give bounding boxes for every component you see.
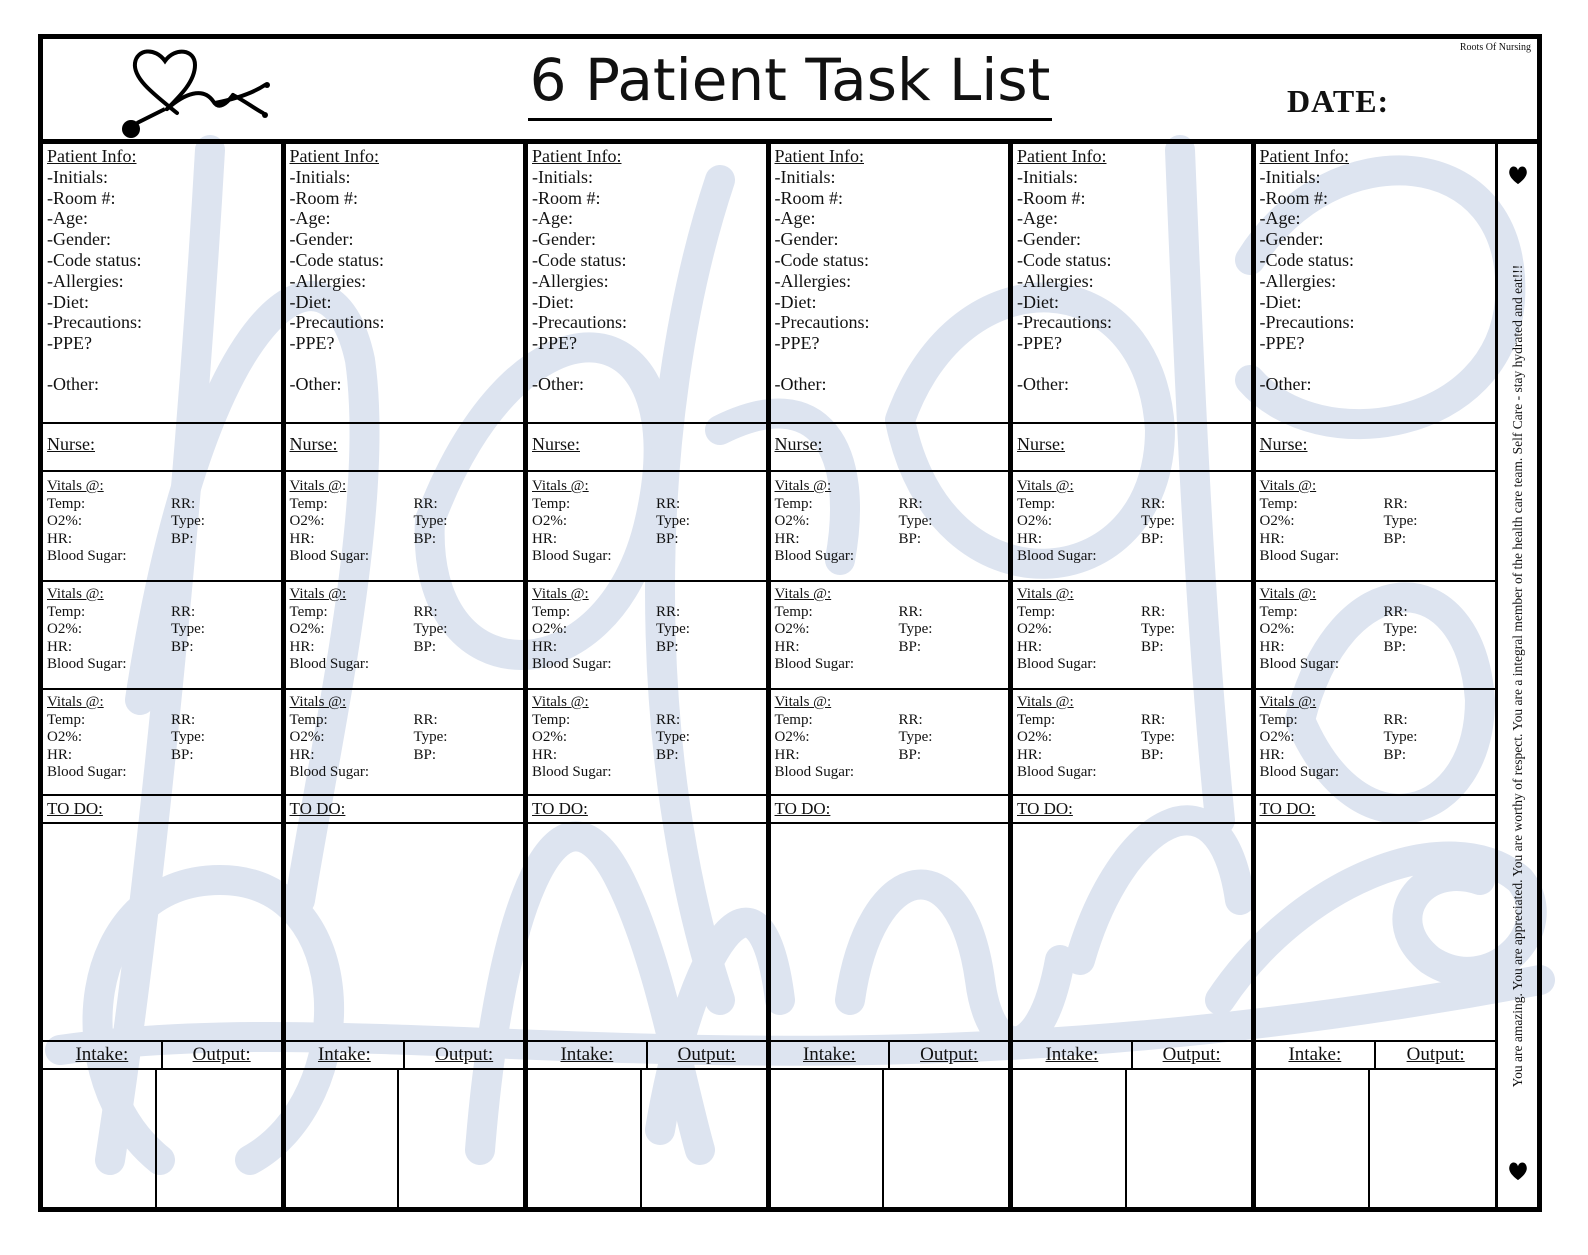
vitals-block[interactable] <box>528 690 766 796</box>
rr-label: RR: <box>1141 603 1166 620</box>
other-field[interactable]: -Other: <box>1017 373 1069 394</box>
nurse-field[interactable]: Nurse: <box>43 424 281 472</box>
todo-area[interactable] <box>1013 824 1251 1040</box>
blood-sugar-label: Blood Sugar: <box>774 656 855 672</box>
intake-output-header <box>1013 1040 1251 1070</box>
bp-label: BP: <box>898 746 922 763</box>
intake-output-area[interactable] <box>1013 1070 1251 1207</box>
type-label: Type: <box>1141 621 1175 637</box>
patient-info-section <box>286 144 524 424</box>
hr-label: HR: <box>532 746 558 763</box>
code-status-field[interactable]: -Code status: <box>47 249 142 270</box>
temp-label: Temp: <box>774 495 813 512</box>
hr-label: HR: <box>289 746 315 763</box>
intake-output-header <box>286 1040 524 1070</box>
other-field[interactable]: -Other: <box>774 373 827 394</box>
todo-heading: TO DO: <box>1256 796 1496 824</box>
age-field[interactable]: -Age: <box>289 208 331 229</box>
other-field[interactable]: -Other: <box>1259 373 1312 394</box>
code-status-field[interactable]: -Code status: <box>774 249 869 270</box>
rr-label: RR: <box>1383 495 1408 512</box>
vitals-block[interactable] <box>1256 582 1496 690</box>
age-field[interactable]: -Age: <box>1259 208 1301 229</box>
intake-label: Intake: <box>43 1042 163 1068</box>
type-label: Type: <box>656 729 690 745</box>
vitals-heading: Vitals @: <box>1017 586 1074 602</box>
patient-info-heading: Patient Info: <box>289 146 379 166</box>
vitals-block[interactable] <box>1013 690 1251 796</box>
vitals-heading: Vitals @: <box>47 478 104 494</box>
allergies-field[interactable]: -Allergies: <box>1259 270 1337 291</box>
intake-output-header <box>1256 1040 1496 1070</box>
vitals-block[interactable] <box>286 582 524 690</box>
blood-sugar-label: Blood Sugar: <box>532 764 612 780</box>
rr-label: RR: <box>1383 711 1408 728</box>
blood-sugar-label: Blood Sugar: <box>532 656 612 672</box>
blood-sugar-label: Blood Sugar: <box>774 764 855 780</box>
vitals-block[interactable] <box>1013 582 1251 690</box>
diet-field[interactable]: -Diet: <box>1017 291 1059 312</box>
date-label: DATE: <box>1287 83 1390 119</box>
o2-label: O2%: <box>289 729 325 745</box>
heart-icon <box>1507 1160 1529 1182</box>
vitals-block[interactable] <box>286 474 524 582</box>
rr-label: RR: <box>171 495 196 512</box>
rr-label: RR: <box>171 711 196 728</box>
bp-label: BP: <box>413 530 437 547</box>
bp-label: BP: <box>1141 638 1164 655</box>
hr-label: HR: <box>1017 746 1043 763</box>
blood-sugar-label: Blood Sugar: <box>47 656 127 672</box>
hr-label: HR: <box>47 530 73 547</box>
patient-column <box>43 144 286 1207</box>
patient-info-heading: Patient Info: <box>774 146 864 166</box>
nurse-field[interactable]: Nurse: <box>528 424 766 472</box>
temp-label: Temp: <box>1259 711 1298 728</box>
allergies-field[interactable]: -Allergies: <box>47 270 124 291</box>
initials-field[interactable]: -Initials: <box>47 166 108 187</box>
output-label: Output: <box>677 1044 736 1065</box>
precautions-field[interactable]: -Precautions: <box>774 312 870 333</box>
gender-field[interactable]: -Gender: <box>774 229 839 250</box>
intake-output-area[interactable] <box>286 1070 524 1207</box>
type-label: Type: <box>898 729 933 745</box>
hr-label: HR: <box>289 530 315 547</box>
intake-output-area[interactable] <box>1256 1070 1496 1207</box>
vitals-heading: Vitals @: <box>1259 694 1317 710</box>
nurse-field[interactable]: Nurse: <box>1013 424 1251 472</box>
o2-label: O2%: <box>1259 621 1295 637</box>
vitals-heading: Vitals @: <box>532 586 589 602</box>
diet-field[interactable]: -Diet: <box>774 291 817 312</box>
code-status-field[interactable]: -Code status: <box>532 249 627 270</box>
todo-heading: TO DO: <box>771 796 1009 824</box>
o2-label: O2%: <box>1259 513 1295 529</box>
blood-sugar-label: Blood Sugar: <box>1017 548 1097 564</box>
initials-field[interactable]: -Initials: <box>532 166 593 187</box>
todo-area[interactable] <box>1256 824 1496 1040</box>
vitals-heading: Vitals @: <box>1259 478 1317 494</box>
o2-label: O2%: <box>532 729 567 745</box>
hr-label: HR: <box>774 638 800 655</box>
vitals-heading: Vitals @: <box>289 694 347 710</box>
bp-label: BP: <box>656 746 679 763</box>
type-label: Type: <box>413 729 448 745</box>
encouragement-sidebar <box>1498 144 1537 1207</box>
vitals-heading: Vitals @: <box>289 586 347 602</box>
o2-label: O2%: <box>1017 729 1052 745</box>
rr-label: RR: <box>413 711 438 728</box>
rr-label: RR: <box>1383 603 1408 620</box>
temp-label: Temp: <box>532 603 571 620</box>
other-field[interactable]: -Other: <box>532 373 584 394</box>
initials-field[interactable]: -Initials: <box>1017 166 1078 187</box>
precautions-field[interactable]: -Precautions: <box>1259 312 1355 333</box>
rr-label: RR: <box>898 603 923 620</box>
hr-label: HR: <box>1259 638 1285 655</box>
vitals-block[interactable] <box>43 474 281 582</box>
blood-sugar-label: Blood Sugar: <box>532 548 612 564</box>
type-label: Type: <box>171 729 205 745</box>
o2-label: O2%: <box>774 621 810 637</box>
room-field[interactable]: -Room #: <box>1259 187 1329 208</box>
todo-area[interactable] <box>286 824 524 1040</box>
diet-field[interactable]: -Diet: <box>289 291 332 312</box>
intake-output-area[interactable] <box>771 1070 1009 1207</box>
code-status-field[interactable]: -Code status: <box>1017 249 1112 270</box>
vitals-heading: Vitals @: <box>774 586 832 602</box>
blood-sugar-label: Blood Sugar: <box>289 656 370 672</box>
blood-sugar-label: Blood Sugar: <box>1259 656 1340 672</box>
vitals-heading: Vitals @: <box>1017 478 1074 494</box>
rr-label: RR: <box>898 495 923 512</box>
ppe-field[interactable]: -PPE? <box>774 333 820 354</box>
intake-label: Intake: <box>771 1042 891 1068</box>
bp-label: BP: <box>171 746 194 763</box>
blood-sugar-label: Blood Sugar: <box>289 764 370 780</box>
o2-label: O2%: <box>1017 621 1052 637</box>
bp-label: BP: <box>656 638 679 655</box>
hr-label: HR: <box>532 638 558 655</box>
hr-label: HR: <box>774 530 800 547</box>
precautions-field[interactable]: -Precautions: <box>532 312 627 333</box>
nurse-field[interactable]: Nurse: <box>771 424 1009 472</box>
todo-area[interactable] <box>43 824 281 1040</box>
todo-area[interactable] <box>528 824 766 1040</box>
blood-sugar-label: Blood Sugar: <box>774 548 855 564</box>
type-label: Type: <box>1383 621 1418 637</box>
type-label: Type: <box>898 621 933 637</box>
temp-label: Temp: <box>289 603 328 620</box>
age-field[interactable]: -Age: <box>47 208 88 229</box>
allergies-field[interactable]: -Allergies: <box>1017 270 1094 291</box>
precautions-field[interactable]: -Precautions: <box>47 312 142 333</box>
temp-label: Temp: <box>47 711 86 728</box>
temp-label: Temp: <box>289 711 328 728</box>
vitals-block[interactable] <box>286 690 524 796</box>
o2-label: O2%: <box>289 513 325 529</box>
rr-label: RR: <box>656 495 681 512</box>
brand-label: Roots Of Nursing <box>1459 42 1531 53</box>
vitals-block[interactable] <box>43 690 281 796</box>
gender-field[interactable]: -Gender: <box>47 229 111 250</box>
vitals-block[interactable] <box>43 582 281 690</box>
allergies-field[interactable]: -Allergies: <box>532 270 609 291</box>
vitals-block[interactable] <box>771 474 1009 582</box>
heart-icon <box>1507 164 1529 186</box>
patient-info-heading: Patient Info: <box>1259 146 1349 166</box>
blood-sugar-label: Blood Sugar: <box>1259 764 1340 780</box>
vitals-heading: Vitals @: <box>1017 694 1074 710</box>
intake-label: Intake: <box>286 1042 406 1068</box>
type-label: Type: <box>1141 513 1175 529</box>
vitals-heading: Vitals @: <box>532 478 589 494</box>
room-field[interactable]: -Room #: <box>289 187 359 208</box>
vitals-block[interactable] <box>528 474 766 582</box>
ppe-field[interactable]: -PPE? <box>532 333 577 354</box>
allergies-field[interactable]: -Allergies: <box>774 270 852 291</box>
patient-info-section <box>1256 144 1496 424</box>
intake-output-area[interactable] <box>43 1070 281 1207</box>
o2-label: O2%: <box>47 729 82 745</box>
temp-label: Temp: <box>289 495 328 512</box>
sheet-header <box>43 39 1537 144</box>
temp-label: Temp: <box>1017 495 1056 512</box>
temp-label: Temp: <box>1017 603 1056 620</box>
patient-info-heading: Patient Info: <box>1017 146 1107 166</box>
room-field[interactable]: -Room #: <box>1017 187 1086 208</box>
type-label: Type: <box>656 621 690 637</box>
other-field[interactable]: -Other: <box>47 373 99 394</box>
temp-label: Temp: <box>532 495 571 512</box>
bp-label: BP: <box>1383 530 1407 547</box>
vitals-heading: Vitals @: <box>47 694 104 710</box>
o2-label: O2%: <box>47 513 82 529</box>
o2-label: O2%: <box>532 513 567 529</box>
bp-label: BP: <box>656 530 679 547</box>
bp-label: BP: <box>1141 530 1164 547</box>
encouragement-message: You are amazing. You are appreciated. You are worthy of respect. You are a integral member of the health care team. Self Care - stay hydrated and eat!!! <box>1509 264 1525 1087</box>
o2-label: O2%: <box>774 729 810 745</box>
vitals-heading: Vitals @: <box>1259 586 1317 602</box>
o2-label: O2%: <box>532 621 567 637</box>
todo-area[interactable] <box>771 824 1009 1040</box>
hr-label: HR: <box>532 530 558 547</box>
allergies-field[interactable]: -Allergies: <box>289 270 367 291</box>
rr-label: RR: <box>1141 495 1166 512</box>
initials-field[interactable]: -Initials: <box>1259 166 1321 187</box>
vitals-heading: Vitals @: <box>289 478 347 494</box>
vitals-block[interactable] <box>771 582 1009 690</box>
todo-heading: TO DO: <box>43 796 281 824</box>
intake-output-header <box>43 1040 281 1070</box>
type-label: Type: <box>1383 729 1418 745</box>
bp-label: BP: <box>898 638 922 655</box>
temp-label: Temp: <box>1259 495 1298 512</box>
intake-label: Intake: <box>1256 1042 1377 1068</box>
patient-info-heading: Patient Info: <box>532 146 622 166</box>
temp-label: Temp: <box>774 603 813 620</box>
bp-label: BP: <box>171 638 194 655</box>
bp-label: BP: <box>1141 746 1164 763</box>
output-label: Output: <box>435 1044 494 1065</box>
o2-label: O2%: <box>774 513 810 529</box>
intake-output-area[interactable] <box>528 1070 766 1207</box>
intake-output-header <box>528 1040 766 1070</box>
age-field[interactable]: -Age: <box>774 208 816 229</box>
ppe-field[interactable]: -PPE? <box>47 333 92 354</box>
vitals-heading: Vitals @: <box>532 694 589 710</box>
vitals-block[interactable] <box>1256 690 1496 796</box>
gender-field[interactable]: -Gender: <box>1017 229 1081 250</box>
vitals-block[interactable] <box>528 582 766 690</box>
temp-label: Temp: <box>532 711 571 728</box>
bp-label: BP: <box>1383 638 1407 655</box>
bp-label: BP: <box>171 530 194 547</box>
vitals-heading: Vitals @: <box>47 586 104 602</box>
patient-columns <box>43 144 1498 1207</box>
gender-field[interactable]: -Gender: <box>1259 229 1324 250</box>
vitals-block[interactable] <box>771 690 1009 796</box>
type-label: Type: <box>656 513 690 529</box>
vitals-heading: Vitals @: <box>774 478 832 494</box>
other-field[interactable]: -Other: <box>289 373 342 394</box>
room-field[interactable]: -Room #: <box>774 187 844 208</box>
output-label: Output: <box>192 1044 251 1065</box>
bp-label: BP: <box>1383 746 1407 763</box>
temp-label: Temp: <box>774 711 813 728</box>
type-label: Type: <box>413 621 448 637</box>
patient-info-heading: Patient Info: <box>47 146 137 166</box>
o2-label: O2%: <box>289 621 325 637</box>
intake-label: Intake: <box>528 1042 648 1068</box>
todo-heading: TO DO: <box>286 796 524 824</box>
patient-info-section <box>1013 144 1251 424</box>
nurse-field[interactable]: Nurse: <box>1256 424 1496 472</box>
rr-label: RR: <box>1141 711 1166 728</box>
temp-label: Temp: <box>47 495 86 512</box>
type-label: Type: <box>171 621 205 637</box>
intake-label: Intake: <box>1013 1042 1133 1068</box>
room-field[interactable]: -Room #: <box>47 187 116 208</box>
rr-label: RR: <box>656 711 681 728</box>
blood-sugar-label: Blood Sugar: <box>289 548 370 564</box>
page-title: 6 Patient Task List <box>43 51 1537 109</box>
type-label: Type: <box>171 513 205 529</box>
precautions-field[interactable]: -Precautions: <box>289 312 385 333</box>
hr-label: HR: <box>1017 638 1043 655</box>
hr-label: HR: <box>289 638 315 655</box>
output-label: Output: <box>920 1044 979 1065</box>
ppe-field[interactable]: -PPE? <box>289 333 335 354</box>
rr-label: RR: <box>413 603 438 620</box>
blood-sugar-label: Blood Sugar: <box>1017 656 1097 672</box>
hr-label: HR: <box>47 746 73 763</box>
hr-label: HR: <box>1017 530 1043 547</box>
o2-label: O2%: <box>47 621 82 637</box>
todo-heading: TO DO: <box>1013 796 1251 824</box>
patient-info-section <box>528 144 766 424</box>
nurse-field[interactable]: Nurse: <box>286 424 524 472</box>
patient-column <box>1013 144 1256 1207</box>
rr-label: RR: <box>171 603 196 620</box>
intake-output-header <box>771 1040 1009 1070</box>
age-field[interactable]: -Age: <box>532 208 573 229</box>
hr-label: HR: <box>1259 530 1285 547</box>
gender-field[interactable]: -Gender: <box>289 229 354 250</box>
initials-field[interactable]: -Initials: <box>289 166 351 187</box>
vitals-block[interactable] <box>1256 474 1496 582</box>
patient-column <box>286 144 529 1207</box>
patient-info-section <box>43 144 281 424</box>
hr-label: HR: <box>1259 746 1285 763</box>
diet-field[interactable]: -Diet: <box>1259 291 1302 312</box>
rr-label: RR: <box>898 711 923 728</box>
bp-label: BP: <box>413 746 437 763</box>
blood-sugar-label: Blood Sugar: <box>1017 764 1097 780</box>
vitals-block[interactable] <box>1013 474 1251 582</box>
patient-column <box>528 144 771 1207</box>
type-label: Type: <box>1141 729 1175 745</box>
blood-sugar-label: Blood Sugar: <box>1259 548 1340 564</box>
hr-label: HR: <box>774 746 800 763</box>
temp-label: Temp: <box>47 603 86 620</box>
output-label: Output: <box>1162 1044 1221 1065</box>
rr-label: RR: <box>656 603 681 620</box>
code-status-field[interactable]: -Code status: <box>289 249 384 270</box>
bp-label: BP: <box>898 530 922 547</box>
age-field[interactable]: -Age: <box>1017 208 1058 229</box>
temp-label: Temp: <box>1259 603 1298 620</box>
blood-sugar-label: Blood Sugar: <box>47 764 127 780</box>
o2-label: O2%: <box>1259 729 1295 745</box>
patient-info-section <box>771 144 1009 424</box>
ppe-field[interactable]: -PPE? <box>1017 333 1062 354</box>
blood-sugar-label: Blood Sugar: <box>47 548 127 564</box>
todo-heading: TO DO: <box>528 796 766 824</box>
o2-label: O2%: <box>1017 513 1052 529</box>
room-field[interactable]: -Room #: <box>532 187 601 208</box>
task-sheet <box>38 34 1542 1212</box>
patient-column <box>1256 144 1499 1207</box>
output-label: Output: <box>1406 1044 1465 1065</box>
gender-field[interactable]: -Gender: <box>532 229 596 250</box>
patient-column <box>771 144 1014 1207</box>
vitals-heading: Vitals @: <box>774 694 832 710</box>
precautions-field[interactable]: -Precautions: <box>1017 312 1112 333</box>
rr-label: RR: <box>413 495 438 512</box>
code-status-field[interactable]: -Code status: <box>1259 249 1354 270</box>
ppe-field[interactable]: -PPE? <box>1259 333 1305 354</box>
temp-label: Temp: <box>1017 711 1056 728</box>
type-label: Type: <box>898 513 933 529</box>
diet-field[interactable]: -Diet: <box>532 291 574 312</box>
type-label: Type: <box>413 513 448 529</box>
type-label: Type: <box>1383 513 1418 529</box>
hr-label: HR: <box>47 638 73 655</box>
bp-label: BP: <box>413 638 437 655</box>
initials-field[interactable]: -Initials: <box>774 166 836 187</box>
diet-field[interactable]: -Diet: <box>47 291 89 312</box>
